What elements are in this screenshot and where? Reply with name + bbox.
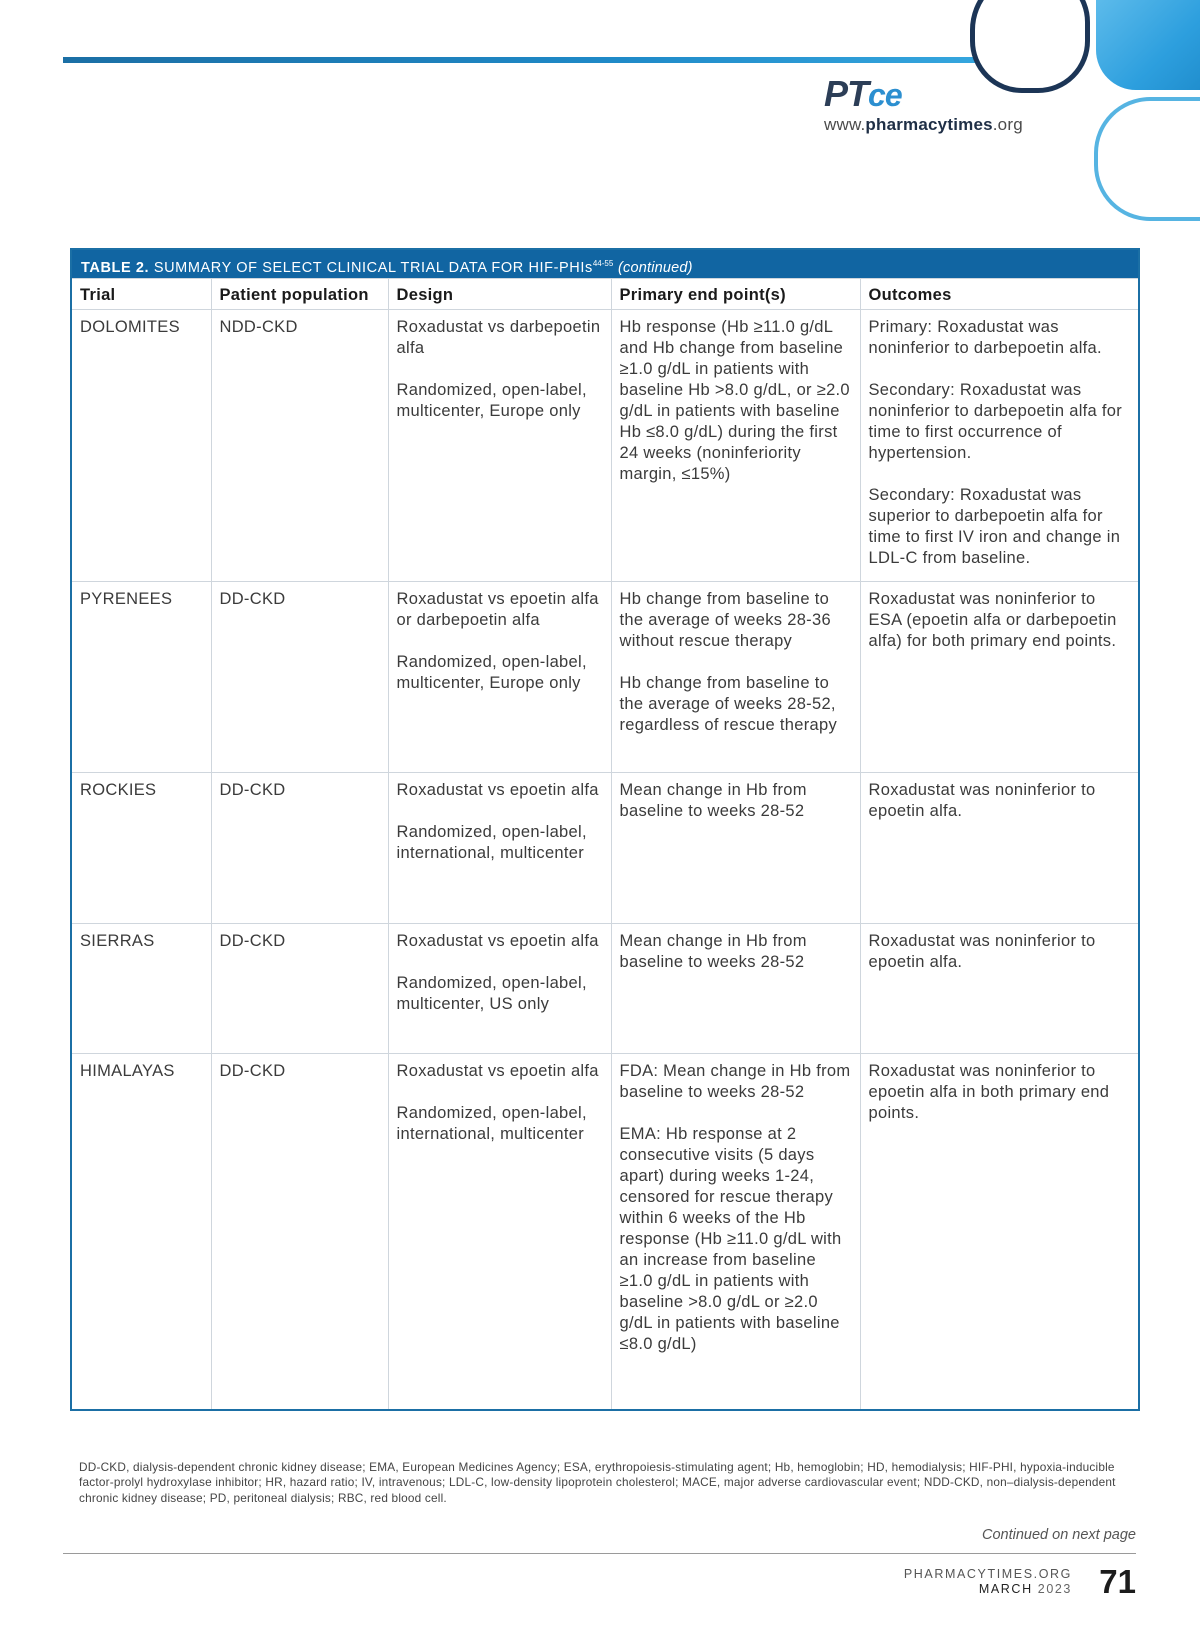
cell-paragraph: Roxadustat vs epoetin alfa [396,781,599,799]
cell-paragraph: Primary: Roxadustat was noninferior to darbepoetin alfa. [868,318,1102,357]
table-title: SUMMARY OF SELECT CLINICAL TRIAL DATA FOR HIF-PHIs [153,260,593,276]
cell-population: DD-CKD [211,1054,388,1409]
table-refs: 44-55 [592,259,614,268]
cell-design [388,582,611,773]
decorative-blue-shape [1096,0,1200,90]
cell-outcomes [860,1054,1138,1409]
cell-endpoints [611,924,860,1054]
table-row [72,310,1138,582]
cell-paragraph: Roxadustat was noninferior to epoetin alfa. [868,932,1096,971]
cell-paragraph: Hb change from baseline to the average of weeks 28-36 without rescue therapy [619,590,831,650]
cell-paragraph: Mean change in Hb from baseline to weeks 28-52 [619,932,807,971]
cell-paragraph: Mean change in Hb from baseline to weeks 28-52 [619,781,807,820]
cell-trial: HIMALAYAS [72,1054,211,1409]
cell-paragraph: Roxadustat vs epoetin alfa or darbepoetin alfa [396,590,599,629]
table-row [72,773,1138,924]
footer-year: 2023 [1037,1582,1072,1596]
cell-paragraph: EMA: Hb response at 2 consecutive visits (5 days apart) during weeks 1-24, censored for rescue therapy within 6 weeks of the Hb response (Hb ≥11.0 g/dL with an increase from baseline ≥1.0 g/dL in patients with baseline >8.0 g/dL or ≥2.0 g/dL in patients with baseline ≤8.0 g/dL) [619,1125,842,1353]
cell-trial: SIERRAS [72,924,211,1054]
cell-outcomes [860,310,1138,582]
header-rule [63,57,993,63]
cell-design [388,924,611,1054]
table-caption [72,250,1138,278]
cell-endpoints [611,773,860,924]
column-header: Outcomes [860,279,1138,310]
cell-paragraph: Randomized, open-label, multicenter, US only [396,974,587,1013]
cell-outcomes [860,582,1138,773]
ptce-logo[interactable] [824,73,1034,135]
cell-paragraph: Roxadustat was noninferior to epoetin alfa in both primary end points. [868,1062,1110,1122]
footer-date [904,1582,1072,1597]
cell-population: DD-CKD [211,924,388,1054]
cell-paragraph: Secondary: Roxadustat was noninferior to darbepoetin alfa for time to first occurrence of hypertension. [868,381,1123,462]
logo-mark: PTce [824,73,902,114]
footer-rule [63,1553,1136,1554]
cell-population: DD-CKD [211,582,388,773]
cell-trial: ROCKIES [72,773,211,924]
table-header-row [72,279,1138,310]
cell-population: NDD-CKD [211,310,388,582]
cell-paragraph: Randomized, open-label, international, multicenter [396,1104,587,1143]
trial-data-table [70,248,1140,1411]
table-row [72,1054,1138,1409]
cell-design [388,773,611,924]
table-continued: (continued) [617,260,693,276]
table-row [72,582,1138,773]
cell-paragraph: Randomized, open-label, multicenter, Europe only [396,653,587,692]
table-row [72,924,1138,1054]
cell-paragraph: FDA: Mean change in Hb from baseline to weeks 28-52 [619,1062,851,1101]
page-number: 71 [1099,1563,1136,1600]
cell-trial: PYRENEES [72,582,211,773]
continued-note: Continued on next page [982,1527,1136,1543]
decorative-ring-light [1094,97,1200,221]
cell-paragraph: Hb response (Hb ≥11.0 g/dL and Hb change from baseline ≥1.0 g/dL in patients with baseline Hb >8.0 g/dL, or ≥2.0 g/dL in patients with baseline Hb ≤8.0 g/dL) during the first 24 weeks (noninferiority margin, ≤15%) [619,318,850,483]
cell-paragraph: Roxadustat vs epoetin alfa [396,1062,599,1080]
cell-design [388,1054,611,1409]
cell-endpoints [611,310,860,582]
footer-site: PHARMACYTIMES.ORG [903,1567,1072,1581]
cell-paragraph: Randomized, open-label, international, multicenter [396,823,587,862]
column-header: Design [388,279,611,310]
cell-paragraph: Roxadustat was noninferior to ESA (epoetin alfa or darbepoetin alfa) for both primary end points. [868,590,1117,650]
cell-paragraph: Randomized, open-label, multicenter, Europe only [396,381,587,420]
folio [904,1567,1072,1597]
cell-trial: DOLOMITES [72,310,211,582]
site-url[interactable]: www.pharmacytimes.org [824,115,1023,134]
cell-population: DD-CKD [211,773,388,924]
footer-month: MARCH [978,1582,1033,1596]
abbreviations-footnote: DD-CKD, dialysis-dependent chronic kidney disease; EMA, European Medicines Agency; ESA, erythropoiesis-stimulating agent; Hb, hemoglobin; HD, hemodialysis; HIF-PHI, hypoxia-inducible factor-prolyl hydroxylase inhibitor; HR, hazard ratio; IV, intravenous; LDL-C, low-density lipoprotein cholesterol; MACE, major adverse cardiovascular event; NDD-CKD, non–dialysis-dependent chronic kidney disease; PD, peritoneal dialysis; RBC, red blood cell. [79,1460,1116,1505]
column-header: Primary end point(s) [611,279,860,310]
cell-paragraph: Hb change from baseline to the average of weeks 28-52, regardless of rescue therapy [619,674,838,734]
cell-outcomes [860,773,1138,924]
column-header: Patient population [211,279,388,310]
cell-paragraph: Roxadustat was noninferior to epoetin alfa. [868,781,1096,820]
cell-paragraph: Roxadustat vs darbepoetin alfa [396,318,601,357]
cell-design [388,310,611,582]
column-header: Trial [72,279,211,310]
cell-endpoints [611,1054,860,1409]
cell-paragraph: Roxadustat vs epoetin alfa [396,932,599,950]
table-label: TABLE 2. [81,260,150,276]
cell-outcomes [860,924,1138,1054]
cell-endpoints [611,582,860,773]
cell-paragraph: Secondary: Roxadustat was superior to darbepoetin alfa for time to first IV iron and change in LDL-C from baseline. [868,486,1121,567]
